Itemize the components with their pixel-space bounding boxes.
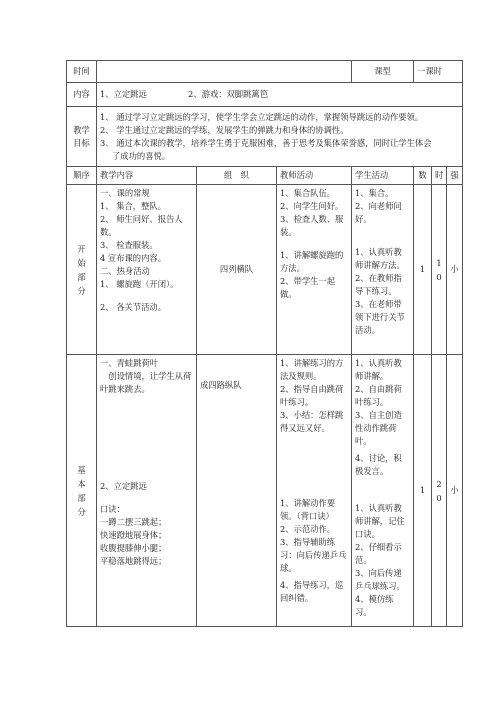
start-section-row (67, 185, 463, 355)
content-items (97, 83, 463, 107)
content-item-1: 1、立定跳远 (100, 89, 147, 99)
lesson-plan-table (66, 60, 463, 627)
content-row (67, 83, 463, 107)
basic-section-organization: 成四路纵队 (197, 355, 277, 627)
start-section-intensity: 小 (447, 185, 463, 355)
start-section-organization: 四列横队 (197, 185, 277, 355)
time-value (97, 61, 352, 83)
goal-line: 1、 通过学习立定跳远的学习，使学生学会立定跳远的动作，掌握领导跳远的动作要领。 (100, 111, 424, 122)
basic-section-row (67, 355, 463, 627)
header-row (67, 61, 463, 83)
col-order: 顺序 (67, 167, 97, 185)
start-section-time: 1 0 (432, 185, 447, 355)
goals-label: 教学 目标 (67, 107, 97, 167)
lesson-type-label: 课型 (352, 61, 414, 83)
col-organization: 组 织 (197, 167, 277, 185)
basic-section-count: 1 (414, 355, 432, 627)
goal-line: 了成功的喜悦。 (112, 150, 171, 161)
start-section-label: 开 始 部 分 (67, 185, 97, 355)
col-teacher: 教师活动 (277, 167, 352, 185)
start-section-count: 1 (414, 185, 432, 355)
goal-line: 3、 通过本次课的教学，培养学生勇于克服困难，善于思考及集体荣誉感，同时让学生体会 (100, 137, 432, 148)
start-section-content: 一、课的常规 1、 集合，整队。 2、 师生问好、报告人数。 3、 检查服装。 4 宣布课的内容。 二、热身活动 1、 螺旋跑（开闭）。 2、 各关节活动。 (97, 185, 197, 355)
start-section-teacher: 1、集合队伍。 2、向学生问好。 3、检查人数、服装。 1、讲解螺旋跑的方法。 2、带学生一起做。 (277, 185, 352, 355)
basic-section-label: 基 本 部 分 (67, 355, 97, 627)
lesson-type-value: 一课时 (414, 61, 463, 83)
col-content: 教学内容 (97, 167, 197, 185)
start-section-student: 1、集合。 2、向老师问好。 1、认真听教师讲解方法。 2、在教师指导下练习。 3、在老师带领下进行关节活动。 (352, 185, 414, 355)
goals-row (67, 107, 463, 167)
basic-section-intensity: 小 (447, 355, 463, 627)
col-student: 学生活动 (352, 167, 414, 185)
content-label: 内容 (67, 83, 97, 107)
goal-line: 2、 学生通过立定跳远的学练，发展学生的弹跳力和身体的协调性。 (100, 124, 349, 135)
time-label: 时间 (67, 61, 97, 83)
basic-section-content: 一、青蛙跳荷叶 创设情境，让学生从荷叶跳来跳去。 2、立定跳远 口诀： 一蹲二摆三跳起； 快速蹬地展身体； 收腹提膝伸小腿； 平稳落地跳得远； (97, 355, 197, 627)
basic-section-teacher: 1、讲解练习的方法及规则。 2、指导自由跳荷叶练习。 3、小结：怎样跳得又远又好。 1、讲解动作要领。（背口诀） 2、示范动作。 3、指导辅助练习：向后传递乒乓球。 4、指导练习，巡回纠错。 (277, 355, 352, 627)
col-intensity: 强 (447, 167, 463, 185)
column-header-row (67, 167, 463, 185)
col-count: 数 (414, 167, 432, 185)
content-item-2: 2、游戏：双脚跳篱笆 (188, 89, 268, 99)
basic-section-time: 2 0 (432, 355, 447, 627)
goals-text (97, 107, 463, 167)
basic-section-student: 1、认真听教师讲解。 2、自由跳荷叶练习。 3、自主创造性动作跳荷叶。 4、讨论，积极发言。 1、认真听教师讲解，记住口诀。 2、仔细看示范。 3、向后传递乒乓球练习。 4、模仿练习。 (352, 355, 414, 627)
col-time: 时 (432, 167, 447, 185)
